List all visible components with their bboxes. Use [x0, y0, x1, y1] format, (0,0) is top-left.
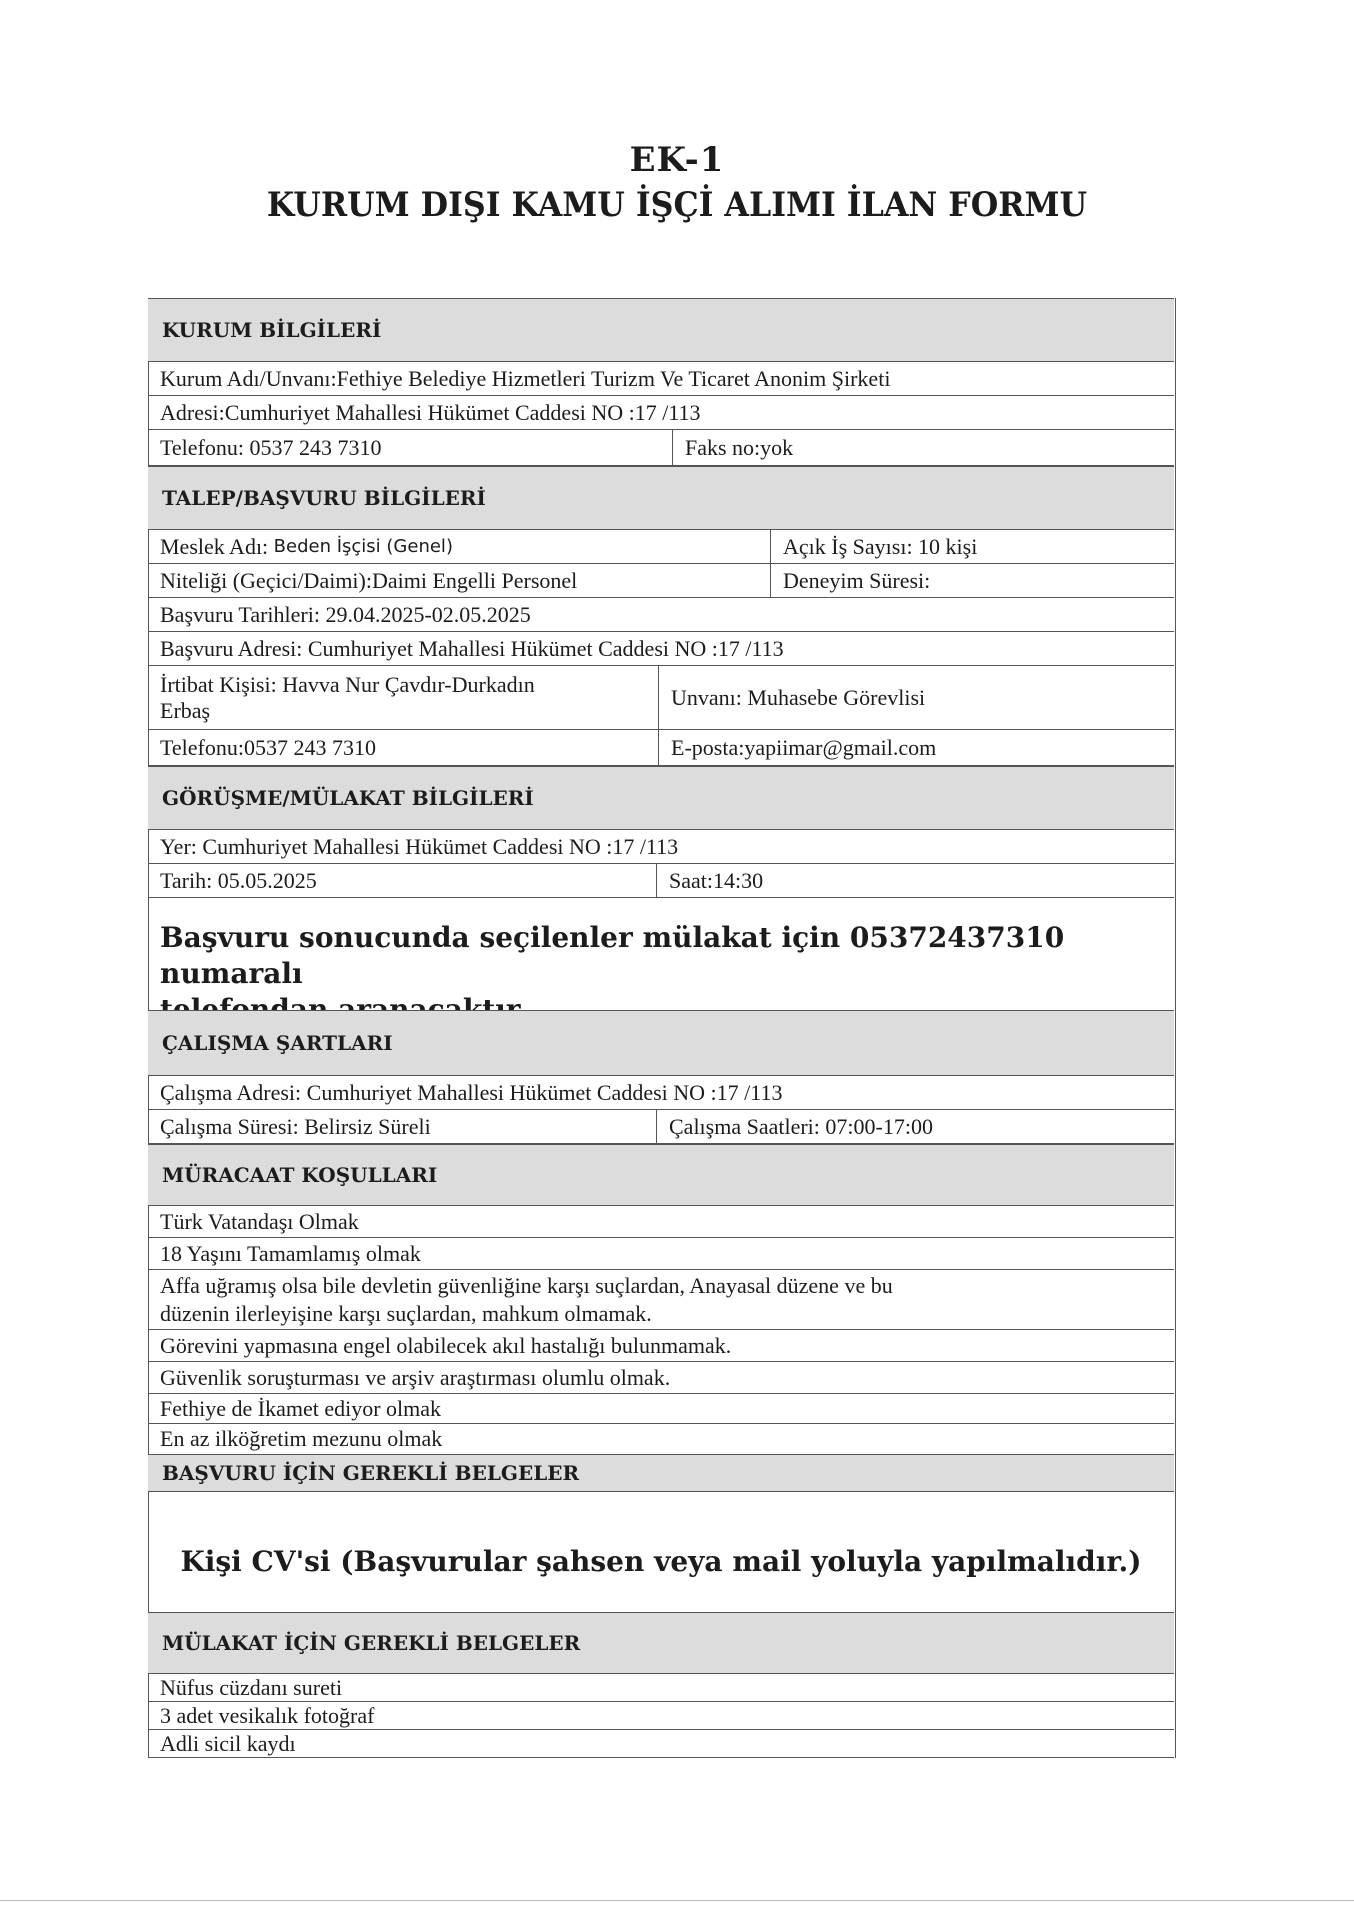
interview-date-row	[148, 864, 1174, 898]
kurum-fax-cell	[672, 430, 1174, 465]
work-hours-cell	[656, 1110, 1174, 1143]
kurum-address: Adresi:Cumhuriyet Mahallesi Hükümet Caddesi NO :17 /113	[160, 399, 701, 425]
condition-text: Görevini yapmasına engel olabilecek akıl hastalığı bulunmamak.	[160, 1332, 732, 1358]
condition-text: Fethiye de İkamet ediyor olmak	[160, 1395, 442, 1421]
work-address-row	[148, 1076, 1174, 1110]
contact-title: Unvanı: Muhasebe Görevlisi	[671, 684, 926, 710]
application-address-row	[148, 632, 1174, 666]
experience-cell	[770, 564, 1174, 597]
cv-requirement: Kişi CV'si (Başvurular şahsen veya mail yoluyla yapılmalıdır.)	[180, 1545, 1142, 1578]
contact-phone: Telefonu:0537 243 7310	[160, 734, 376, 760]
section-heading-talep	[148, 466, 1174, 530]
section-heading-text: MÜLAKAT İÇİN GEREKLİ BELGELER	[162, 1631, 581, 1655]
dates-row	[148, 598, 1174, 632]
condition-text	[160, 1272, 893, 1328]
application-dates: Başvuru Tarihleri: 29.04.2025-02.05.2025	[160, 601, 531, 627]
document-item	[148, 1702, 1174, 1730]
condition-text: 18 Yaşını Tamamlamış olmak	[160, 1240, 421, 1266]
contact-email: E-posta:yapiimar@gmail.com	[671, 734, 937, 760]
contact-row	[148, 666, 1174, 730]
interview-place: Yer: Cumhuriyet Mahallesi Hükümet Caddesi NO :17 /113	[160, 833, 679, 859]
kurum-name: Kurum Adı/Unvanı:Fethiye Belediye Hizmetleri Turizm Ve Ticaret Anonim Şirketi	[160, 365, 891, 391]
work-duration: Çalışma Süresi: Belirsiz Süreli	[160, 1113, 431, 1139]
contact-phone-row	[148, 730, 1174, 766]
section-heading-text: MÜRACAAT KOŞULLARI	[162, 1163, 438, 1187]
interview-time: Saat:14:30	[669, 867, 764, 893]
condition-item	[148, 1424, 1174, 1454]
form-title: KURUM DIŞI KAMU İŞÇİ ALIMI İLAN FORMU	[266, 185, 1088, 225]
section-heading-mulakat-belgeler	[148, 1612, 1174, 1674]
document-text: Nüfus cüzdanı sureti	[160, 1674, 343, 1700]
contact-person	[160, 672, 535, 724]
profession-value: Beden İşçisi (Genel)	[273, 536, 453, 557]
interview-time-cell	[656, 864, 1174, 897]
section-heading-kurum	[148, 298, 1174, 362]
kurum-fax: Faks no:yok	[685, 434, 794, 460]
open-jobs-cell	[770, 530, 1174, 563]
condition-item	[148, 1330, 1174, 1362]
job-nature: Niteliği (Geçici/Daimi):Daimi Engelli Personel	[160, 567, 578, 593]
condition-item	[148, 1206, 1174, 1238]
experience-duration: Deneyim Süresi:	[783, 567, 931, 593]
document-item	[148, 1674, 1174, 1702]
contact-title-cell	[658, 666, 1174, 729]
nature-row	[148, 564, 1174, 598]
kurum-address-row	[148, 396, 1174, 430]
condition-text-line1: Affa uğramış olsa bile devletin güvenliğine karşı suçlardan, Anayasal düzene ve bu	[160, 1272, 893, 1298]
page-edge-line	[0, 1900, 1354, 1901]
contact-person-line1: İrtibat Kişisi: Havva Nur Çavdır-Durkadın	[160, 671, 535, 697]
condition-item	[148, 1394, 1174, 1424]
section-heading-text: ÇALIŞMA ŞARTLARI	[162, 1031, 393, 1055]
work-hours: Çalışma Saatleri: 07:00-17:00	[669, 1113, 933, 1139]
kurum-phone-row	[148, 430, 1174, 466]
document-text: 3 adet vesikalık fotoğraf	[160, 1702, 375, 1728]
condition-item	[148, 1238, 1174, 1270]
section-heading-text: GÖRÜŞME/MÜLAKAT BİLGİLERİ	[162, 786, 534, 810]
section-heading-text: KURUM BİLGİLERİ	[162, 318, 382, 342]
section-heading-muracaat	[148, 1144, 1174, 1206]
annex-label: EK-1	[629, 140, 725, 180]
contact-email-cell	[658, 730, 1174, 765]
condition-text: Güvenlik soruşturması ve arşiv araştırması olumlu olmak.	[160, 1364, 671, 1390]
document-item	[148, 1730, 1174, 1758]
interview-note-line1: Başvuru sonucunda seçilenler mülakat için 05372437310 numaralı	[160, 921, 1065, 990]
interview-place-row	[148, 830, 1174, 864]
kurum-name-row	[148, 362, 1174, 396]
condition-item	[148, 1362, 1174, 1394]
open-jobs: Açık İş Sayısı: 10 kişi	[783, 533, 978, 559]
section-heading-calisma	[148, 1010, 1174, 1076]
section-heading-gorusme	[148, 766, 1174, 830]
application-address: Başvuru Adresi: Cumhuriyet Mahallesi Hükümet Caddesi NO :17 /113	[160, 635, 784, 661]
section-heading-basvuru-belgeler	[148, 1454, 1174, 1492]
condition-text: En az ilköğretim mezunu olmak	[160, 1426, 443, 1451]
work-address: Çalışma Adresi: Cumhuriyet Mahallesi Hükümet Caddesi NO :17 /113	[160, 1079, 783, 1105]
document-text: Adli sicil kaydı	[160, 1730, 296, 1756]
work-duration-row	[148, 1110, 1174, 1144]
condition-text-line2: düzenin ilerleyişine karşı suçlardan, mahkum olmamak.	[160, 1300, 652, 1326]
condition-item	[148, 1270, 1174, 1330]
contact-person-line2: Erbaş	[160, 697, 211, 723]
interview-date: Tarih: 05.05.2025	[160, 867, 317, 893]
condition-text: Türk Vatandaşı Olmak	[160, 1208, 359, 1234]
profession-row	[148, 530, 1174, 564]
kurum-phone: Telefonu: 0537 243 7310	[160, 434, 382, 460]
section-heading-text: BAŞVURU İÇİN GEREKLİ BELGELER	[162, 1461, 580, 1485]
section-heading-text: TALEP/BAŞVURU BİLGİLERİ	[162, 486, 486, 510]
profession-label: Meslek Adı:	[160, 533, 269, 559]
